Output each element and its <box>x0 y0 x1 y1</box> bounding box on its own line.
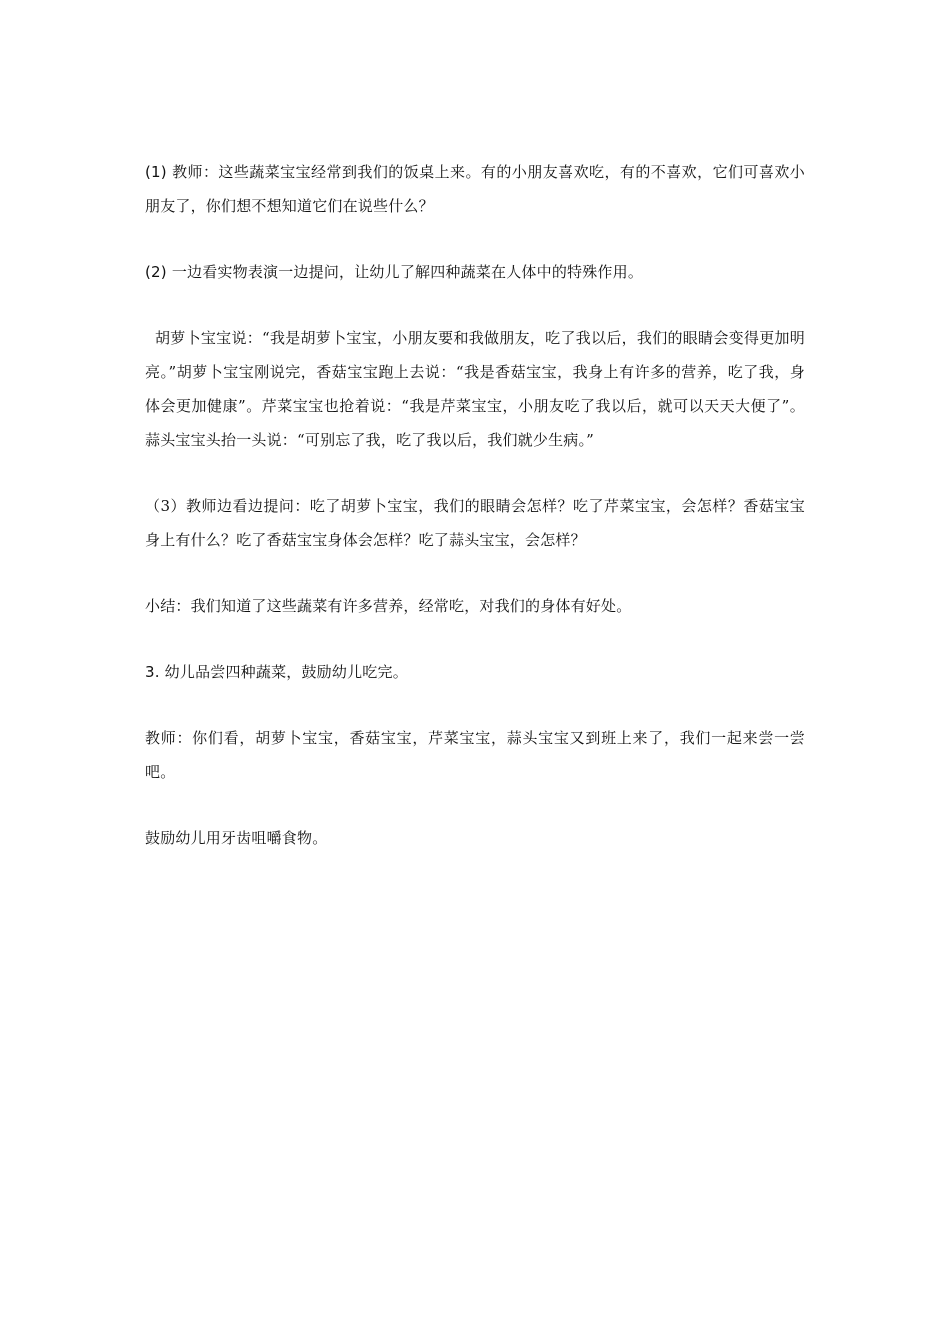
paragraph-1-marker: (1) <box>145 163 167 181</box>
paragraph-3-text: 胡萝卜宝宝说：“我是胡萝卜宝宝，小朋友要和我做朋友，吃了我以后，我们的眼睛会变得更加明亮。”胡萝卜宝宝刚说完，香菇宝宝跑上去说：“我是香菇宝宝，我身上有许多的营养，吃了我，身体会更加健康”。芹菜宝宝也抢着说：“我是芹菜宝宝，小朋友吃了我以后，就可以天天大便了”。蒜头宝宝头抬一头说：“可别忘了我，吃了我以后，我们就少生病。” <box>145 329 805 449</box>
paragraph-6-text: . 幼儿品尝四种蔬菜，鼓励幼儿吃完。 <box>154 663 408 681</box>
paragraph-8-text: 鼓励幼儿用牙齿咀嚼食物。 <box>145 829 328 847</box>
paragraph-5-text: 小结：我们知道了这些蔬菜有许多营养，经常吃，对我们的身体有好处。 <box>145 597 632 615</box>
paragraph-4-text: （3）教师边看边提问：吃了胡萝卜宝宝，我们的眼睛会怎样？吃了芹菜宝宝，会怎样？香菇宝宝身上有什么？吃了香菇宝宝身体会怎样？吃了蒜头宝宝，会怎样？ <box>145 497 805 549</box>
paragraph-1-text: 教师：这些蔬菜宝宝经常到我们的饭桌上来。有的小朋友喜欢吃，有的不喜欢，它们可喜欢小朋友了，你们想不想知道它们在说些什么？ <box>145 163 805 215</box>
paragraph-3 <box>145 321 805 457</box>
document-body <box>145 155 805 887</box>
paragraph-4 <box>145 489 805 557</box>
paragraph-1 <box>145 155 805 223</box>
paragraph-7 <box>145 721 805 789</box>
paragraph-2-text: 一边看实物表演一边提问，让幼儿了解四种蔬菜在人体中的特殊作用。 <box>166 263 644 281</box>
paragraph-5 <box>145 589 805 623</box>
paragraph-6-marker: 3 <box>145 663 155 681</box>
paragraph-6 <box>145 655 805 689</box>
paragraph-7-text: 教师：你们看，胡萝卜宝宝，香菇宝宝，芹菜宝宝，蒜头宝宝又到班上来了，我们一起来尝一尝吧。 <box>145 729 805 781</box>
paragraph-2-marker: (2) <box>145 263 167 281</box>
paragraph-8 <box>145 821 805 855</box>
paragraph-2 <box>145 255 805 289</box>
